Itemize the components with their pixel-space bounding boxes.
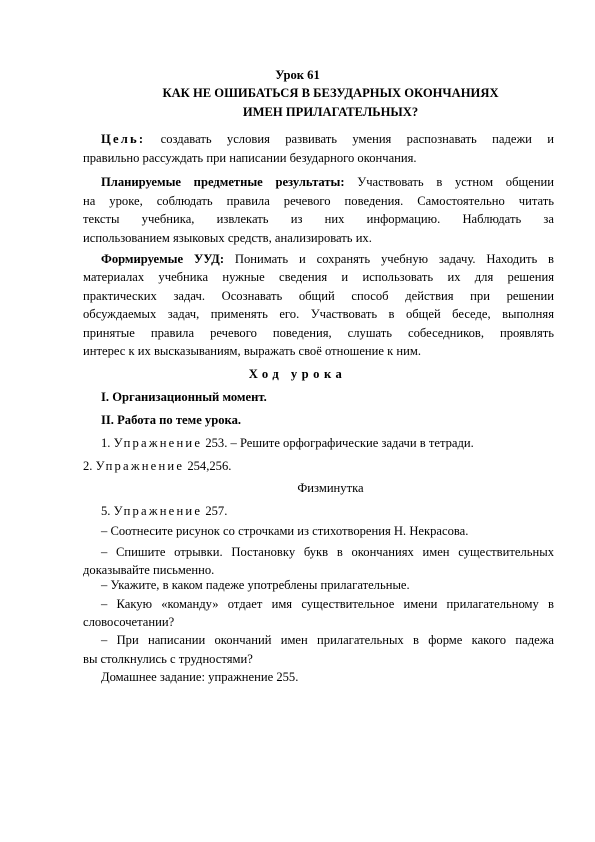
planned-line-3: тексты учебника, извлекать из них информацию. Наблюдать за	[83, 212, 554, 226]
task-4-line-1	[83, 595, 554, 613]
course-heading: Ход урока	[248, 367, 347, 381]
lesson-number: Урок 61	[275, 68, 320, 82]
uud-line-1	[83, 250, 554, 268]
task-5-text-1: – При написании окончаний имен прилагательных в форме какого падежа	[101, 633, 554, 647]
homework: Домашнее задание: упражнение 255.	[101, 670, 299, 684]
exercise-2-word: Упражнение	[95, 459, 185, 473]
task-1: – Соотнесите рисунок со строчками из стихотворения Н. Некрасова.	[101, 524, 469, 538]
task-5-line-2: вы столкнулись с трудностями?	[83, 652, 253, 666]
exercise-1-num: 1.	[101, 436, 111, 450]
planned-line-1	[83, 173, 554, 191]
planned-line-2: на уроке, соблюдать правила речевого поведения. Самостоятельно читать	[83, 194, 554, 208]
uud-line-6: интерес к их высказываниям, выражать своё отношение к ним.	[83, 344, 422, 358]
task-2-line-2: доказывайте письменно.	[83, 563, 215, 577]
exercise-5-num: 5.	[101, 504, 111, 518]
fizminutka: Физминутка	[297, 481, 364, 495]
planned-label: Планируемые предметные результаты:	[101, 175, 345, 189]
uud-line-3: практических задач. Осознавать общий способ действия при решении	[83, 289, 554, 303]
uud-line-4: обсуждаемых задач, применять его. Участвовать в общей беседе, выполняя	[83, 307, 554, 321]
uud-line-5: принятые правила речевого поведения, слушать собеседников, проявлять	[83, 326, 554, 340]
exercise-5	[101, 502, 227, 520]
exercise-5-rest: 257.	[205, 504, 228, 518]
task-3: – Укажите, в каком падеже употреблены прилагательные.	[101, 578, 410, 592]
exercise-5-word: Упражнение	[113, 504, 203, 518]
exercise-2-num: 2.	[83, 459, 93, 473]
uud-label: Формируемые УУД:	[101, 252, 225, 266]
exercise-1-rest: 253. – Решите орфографические задачи в тетради.	[205, 436, 474, 450]
goal-text-1: создавать условия развивать умения распознавать падежи и	[160, 132, 554, 146]
planned-text-1: Участвовать в устном общении	[357, 175, 554, 189]
task-4-text-1: – Какую «команду» отдает имя существительное имени прилагательному в	[101, 597, 554, 611]
exercise-1-word: Упражнение	[113, 436, 203, 450]
goal-line-2: правильно рассуждать при написании безударного окончания.	[83, 151, 417, 165]
task-4-line-2: словосочетании?	[83, 615, 175, 629]
stage-1: I. Организационный момент.	[101, 390, 267, 404]
task-2-text-1: – Спишите отрывки. Постановку букв в окончаниях имен существительных	[101, 545, 554, 559]
goal-label: Цель:	[101, 132, 146, 146]
uud-line-2: материалах учебника нужные сведения и использовать их для решения	[83, 270, 554, 284]
planned-line-4: использованием языковых средств, анализировать их.	[83, 231, 372, 245]
lesson-title-line-1: КАК НЕ ОШИБАТЬСЯ В БЕЗУДАРНЫХ ОКОНЧАНИЯХ	[162, 86, 499, 100]
exercise-2-rest: 254,256.	[187, 459, 232, 473]
goal-line-1	[83, 130, 554, 148]
lesson-title-line-2: ИМЕН ПРИЛАГАТЕЛЬНЫХ?	[242, 105, 419, 119]
exercise-2	[83, 457, 231, 475]
exercise-1	[101, 434, 474, 452]
task-5-line-1	[83, 631, 554, 649]
stage-2: II. Работа по теме урока.	[101, 413, 242, 427]
uud-text-1: Понимать и сохранять учебную задачу. Находить в	[234, 252, 554, 266]
task-2-line-1	[83, 543, 554, 561]
